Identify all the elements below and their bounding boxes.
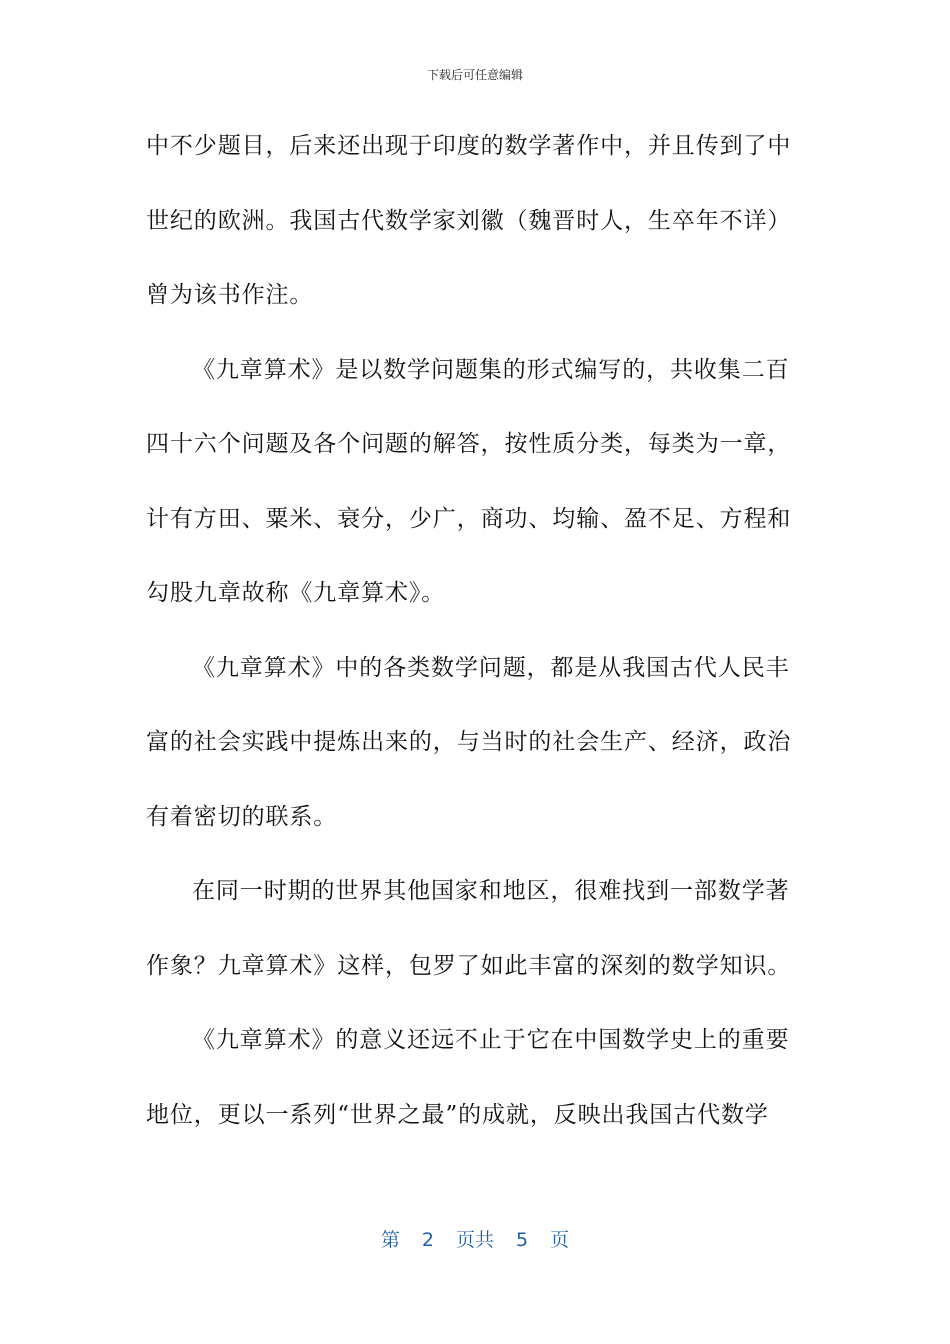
- text-line: 作象？九章算术》这样，包罗了如此丰富的深刻的数学知识。: [146, 952, 792, 979]
- document-body: [146, 121, 796, 1164]
- footer-suffix: 页: [550, 1229, 570, 1251]
- paragraph-start-line: 在同一时期的世界其他国家和地区，很难找到一部数学著: [192, 878, 790, 904]
- text-line: 有着密切的联系。: [146, 803, 338, 830]
- current-page-number: 2: [421, 1229, 434, 1251]
- page-header-note: 下载后可任意编辑: [426, 68, 523, 82]
- text-line: 计有方田、粟米、衰分，少广，商功、均输、盈不足、方程和: [146, 505, 792, 532]
- paragraph-start-line: 《九章算术》中的各类数学问题，都是从我国古代人民丰: [192, 654, 790, 681]
- text-line: 世纪的欧洲。我国古代数学家刘徽（魏晋时人，生卒年不详）: [146, 207, 792, 234]
- page-footer: [0, 1225, 950, 1252]
- text-line: 中不少题目，后来还出现于印度的数学著作中，并且传到了中: [146, 133, 792, 159]
- text-line: 曾为该书作注。: [146, 282, 314, 308]
- footer-middle: 页共: [455, 1229, 494, 1251]
- paragraph-start-line: 《九章算术》是以数学问题集的形式编写的，共收集二百: [192, 356, 790, 383]
- total-pages-number: 5: [516, 1229, 529, 1251]
- text-line: 四十六个问题及各个问题的解答，按性质分类，每类为一章，: [146, 431, 792, 457]
- paragraph-start-line: 《九章算术》的意义还远不止于它在中国数学史上的重要: [192, 1027, 790, 1053]
- footer-prefix: 第: [380, 1229, 400, 1251]
- text-line: 地位，更以一系列“世界之最”的成就，反映出我国古代数学: [146, 1101, 769, 1128]
- text-line: 勾股九章故称《九章算术》。: [146, 580, 446, 606]
- text-line: 富的社会实践中提炼出来的，与当时的社会生产、经济，政治: [146, 729, 792, 755]
